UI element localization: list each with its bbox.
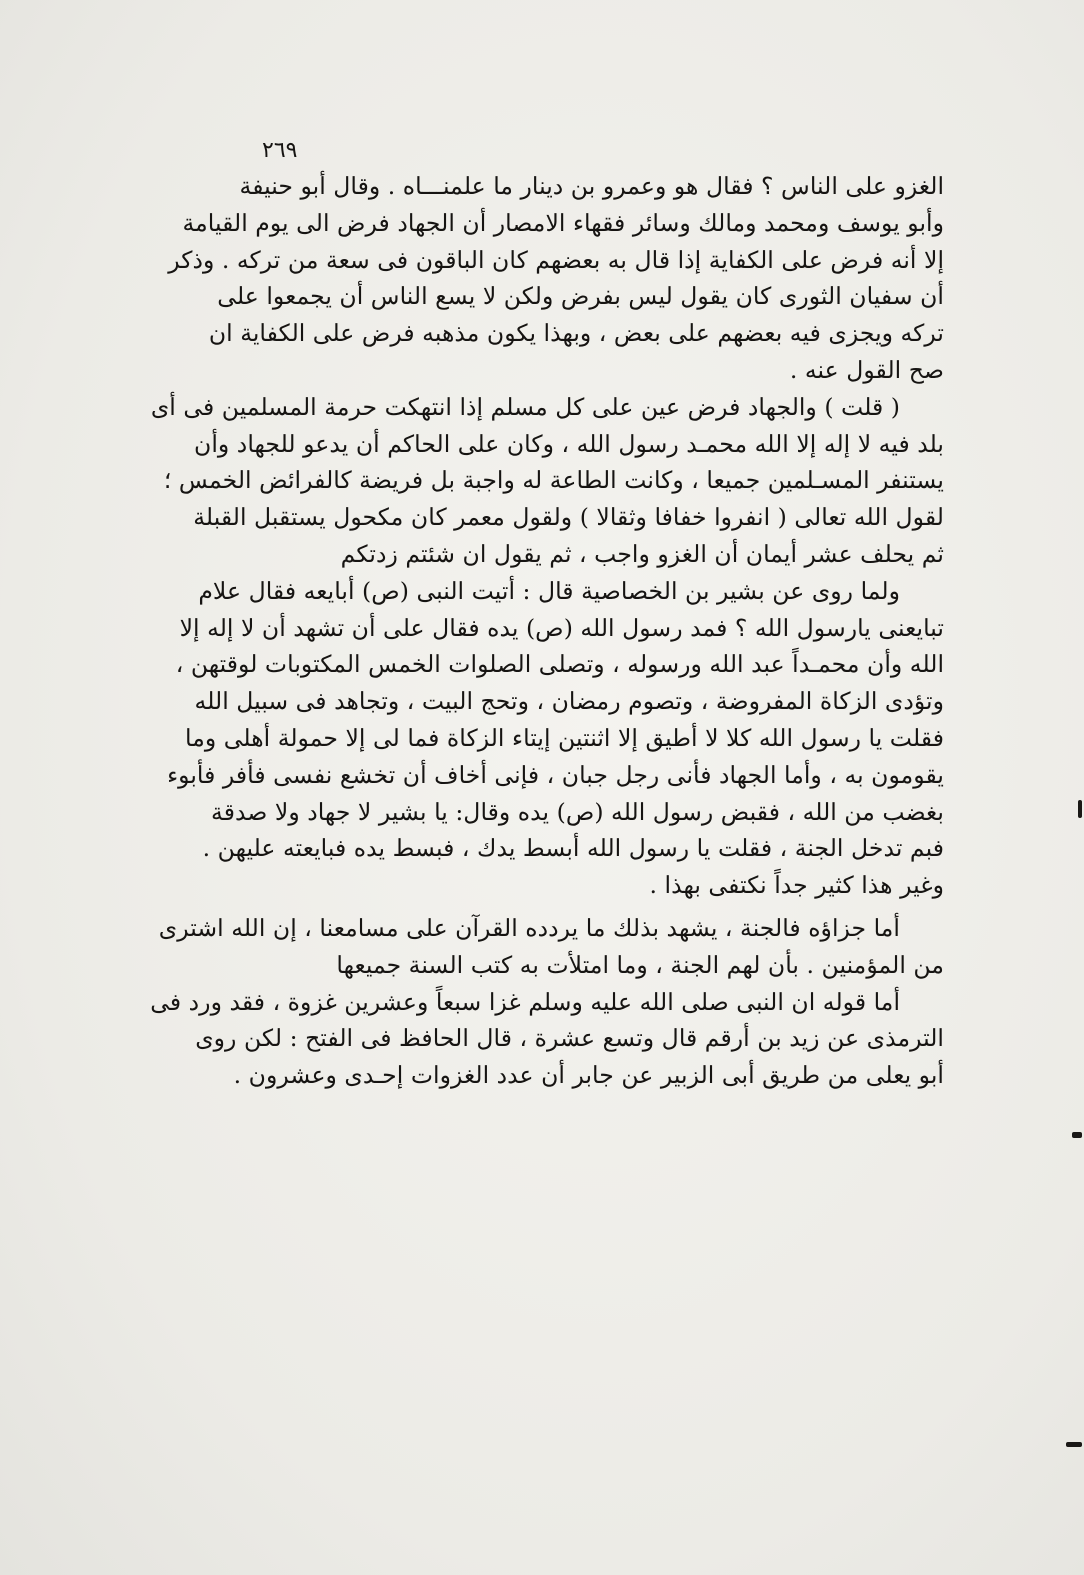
text-line: أبو يعلى من طريق أبى الزبير عن جابر أن عدد الغزوات إحـدى وعشرون . <box>233 1061 944 1090</box>
text-line: تبايعنى يارسول الله ؟ فمد رسول الله (ص) يده فقال على أن تشهد أن لا إله إلا <box>179 613 944 642</box>
text-line: ولما روى عن بشير بن الخصاصية قال : أتيت النبى (ص) أبايعه فقال علام <box>198 576 900 605</box>
text-line: الله وأن محمـداً عبد الله ورسوله ، وتصلى الصلوات الخمس المكتوبات لوقتهن ، <box>175 650 944 679</box>
paragraph-4 <box>158 910 944 984</box>
paragraph-5 <box>150 984 944 1094</box>
text-line: فبم تدخل الجنة ، فقلت يا رسول الله أبسط يدك ، فبسط يده فبايعته عليهن . <box>202 834 944 863</box>
text-line: أن سفيان الثورى كان يقول ليس بفرض ولكن لا يسع الناس أن يجمعوا على <box>217 282 944 311</box>
text-line: تركه ويجزى فيه بعضهم على بعض ، وبهذا يكون مذهبه فرض على الكفاية ان <box>208 319 944 348</box>
text-line: وأبو يوسف ومحمد ومالك وسائر فقهاء الامصار أن الجهاد فرض الى يوم القيامة <box>182 208 944 237</box>
text-line: وغير هذا كثير جداً نكتفى بهذا . <box>649 871 944 900</box>
text-line: بغضب من الله ، فقبض رسول الله (ص) يده وقال: يا بشير لا جهاد ولا صدقة <box>211 797 944 826</box>
text-line: لقول الله تعالى ( انفروا خفافا وثقالا ) ولقول معمر كان مكحول يستقبل القبلة <box>193 503 944 532</box>
page-number: ٢٦٩ <box>262 138 298 163</box>
text-line: أما جزاؤه فالجنة ، يشهد بذلك ما يردده القرآن على مسامعنا ، إن الله اشترى <box>158 913 900 942</box>
text-line: فقلت يا رسول الله كلا لا أطيق إلا اثنتين إيتاء الزكاة فما لى إلا حمولة أهلى وما <box>185 723 944 752</box>
scan-edge-mark <box>1078 800 1082 818</box>
text-line: ثم يحلف عشر أيمان أن الغزو واجب ، ثم يقول ان شئتم زدتكم <box>340 539 944 568</box>
text-line: بلد فيه لا إله إلا الله محمـد رسول الله ، وكان على الحاكم أن يدعو للجهاد وأن <box>194 429 944 458</box>
text-line: أما قوله ان النبى صلى الله عليه وسلم غزا سبعاً وعشرين غزوة ، فقد ورد فى <box>150 987 900 1016</box>
text-line: يستنفر المسـلمين جميعا ، وكانت الطاعة له واجبة بل فريضة كالفرائض الخمس ؛ <box>163 466 944 495</box>
paragraph-1 <box>168 168 944 389</box>
text-line: وتؤدى الزكاة المفروضة ، وتصوم رمضان ، وتحج البيت ، وتجاهد فى سبيل الله <box>194 687 944 716</box>
text-line: الترمذى عن زيد بن أرقم قال وتسع عشرة ، قال الحافظ فى الفتح : لكن روى <box>195 1024 944 1053</box>
text-line: الغزو على الناس ؟ فقال هو وعمرو بن دينار ما علمنـــاه . وقال أبو حنيفة <box>239 172 944 200</box>
paragraph-2 <box>150 389 944 573</box>
text-line: إلا أنه فرض على الكفاية إذا قال به بعضهم كان الباقون فى سعة من تركه . وذكر <box>168 245 944 274</box>
text-line: من المؤمنين . بأن لهم الجنة ، وما امتلأت به كتب السنة جميعها <box>336 950 944 979</box>
text-line: صح القول عنه . <box>789 355 944 384</box>
scan-edge-mark <box>1072 1132 1082 1138</box>
paragraph-3 <box>167 573 944 904</box>
scan-edge-mark <box>1066 1442 1082 1447</box>
text-line: يقومون به ، وأما الجهاد فأنى رجل جبان ، فإنى أخاف أن تخشع نفسى فأفر فأبوء <box>167 760 944 789</box>
text-line: ( قلت ) والجهاد فرض عين على كل مسلم إذا انتهكت حرمة المسلمين فى أى <box>150 392 900 421</box>
body-text <box>150 168 944 1094</box>
